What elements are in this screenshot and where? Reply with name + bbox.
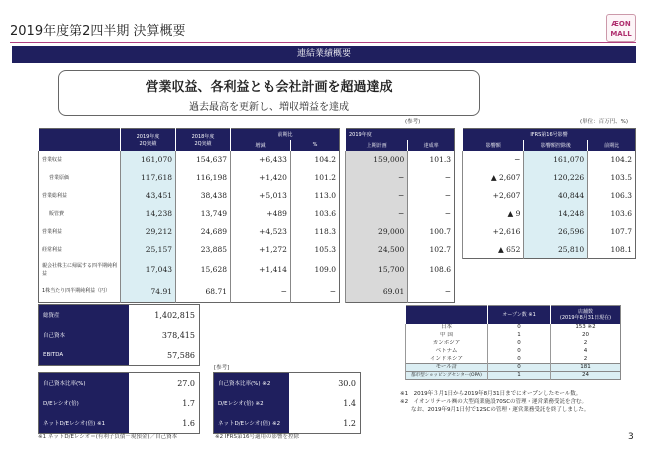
table-row xyxy=(463,169,636,187)
plan-table: 2019年度 上期計画 達成率 159,000 101.3 − − − − − − 29,000 100.7 24,500 102.7 15,700 108.6 69.01 − xyxy=(345,128,455,303)
cell: 29,000 xyxy=(346,223,408,241)
store-note: なお、2019年9月1日付で12SCの管理・運営業務受託を終了しました。 xyxy=(411,407,590,413)
cell: 25,810 xyxy=(524,241,588,259)
cell: 104.2 xyxy=(290,151,339,169)
metric-label: ネットD/Eレシオ(倍) ※2 xyxy=(214,413,289,433)
cell: 107.7 xyxy=(588,223,636,241)
cell: 106.3 xyxy=(588,187,636,205)
table-row xyxy=(346,187,455,205)
cell: 20 xyxy=(551,332,621,340)
cell: 161,070 xyxy=(524,151,588,169)
cell: 13,749 xyxy=(176,205,231,223)
metric-value: 1.6 xyxy=(182,418,195,428)
row-label: 1株当たり四半期純利益（円） xyxy=(42,288,111,295)
metric-row xyxy=(39,393,199,413)
cell: +2,616 xyxy=(463,223,524,241)
table-row xyxy=(406,348,621,356)
subheadline: 過去最高を更新し、増収増益を達成 xyxy=(189,102,349,113)
table-row xyxy=(406,364,621,372)
unit-label: (単位：百万円、%) xyxy=(580,119,629,125)
table-row xyxy=(406,340,621,348)
ifrs16-table: IFRS第16号影響 影響額 影響額控除後 前期比 − 161,070 104.2 ▲ 2,607 120,226 103.5 +2,607 40,844 106.3 ▲ 9 14,248 103.6 +2,616 26,596 107.7 ▲ 652 25,810 108.1 xyxy=(462,128,636,259)
cell: +6,433 xyxy=(231,151,291,169)
cell: 0 xyxy=(488,356,551,364)
table-row xyxy=(346,281,455,303)
metric-label: 自己資本比率(%) ※2 xyxy=(214,373,289,393)
cell: 153 ※2 xyxy=(551,324,621,332)
cell: ▲ 9 xyxy=(463,205,524,223)
metric-value: 57,586 xyxy=(167,350,195,360)
table-row xyxy=(463,223,636,241)
cell: − xyxy=(463,151,524,169)
cell: 101.2 xyxy=(290,169,339,187)
cell: 68.71 xyxy=(176,281,231,303)
metric-label: D/Eレシオ(倍) ※2 xyxy=(214,393,289,413)
section-band: 連結業績概要 xyxy=(12,46,636,63)
table-row xyxy=(463,205,636,223)
cell: ▲ 2,607 xyxy=(463,169,524,187)
cell: 154,637 xyxy=(176,151,231,169)
cell: 0 xyxy=(488,324,551,332)
cell: モール計 xyxy=(406,364,488,372)
cell: 0 xyxy=(488,348,551,356)
cell: 181 xyxy=(551,364,621,372)
cell: 日本 xyxy=(406,324,488,332)
table-row xyxy=(346,223,455,241)
headline-callout xyxy=(58,70,480,116)
cell: 14,238 xyxy=(121,205,176,223)
metric-value: 27.0 xyxy=(177,378,195,388)
row-label: 販管費 xyxy=(49,210,65,217)
metric-label: ネットD/Eレシオ(倍) ※1 xyxy=(39,413,129,433)
table-row xyxy=(39,169,340,187)
table-row xyxy=(346,259,455,281)
cell: 101.3 xyxy=(408,151,455,169)
cell: ベトナム xyxy=(406,348,488,356)
cell: 2 xyxy=(551,340,621,348)
cell: 74.91 xyxy=(121,281,176,303)
table-row xyxy=(39,259,340,281)
table-row xyxy=(406,356,621,364)
cell: 104.2 xyxy=(588,151,636,169)
cell: 113.0 xyxy=(290,187,339,205)
cell: +1,272 xyxy=(231,241,291,259)
cell: 都市型ショッピングセンター(OPA) xyxy=(406,372,488,380)
metric-value: 1.4 xyxy=(343,398,356,408)
cell: 118.3 xyxy=(290,223,339,241)
table-row xyxy=(406,372,621,380)
cell: 161,070 xyxy=(121,151,176,169)
cell: 108.6 xyxy=(408,259,455,281)
cell: 100.7 xyxy=(408,223,455,241)
cell: +5,013 xyxy=(231,187,291,205)
cell: +1,414 xyxy=(231,259,291,281)
ratios-box xyxy=(38,372,200,434)
divider xyxy=(10,42,636,43)
table-row xyxy=(463,151,636,169)
table-row xyxy=(463,187,636,205)
cell: 24 xyxy=(551,372,621,380)
row-label: 営業収益 xyxy=(42,156,63,163)
cell: 159,000 xyxy=(346,151,408,169)
store-note: ※1 2019年３月1日から2019年8月31日までにオープンしたモール数。 xyxy=(400,391,582,397)
store-note: ※2 イオンリテール㈱の大型商業施設70SCの管理・運営業務受託を含む。 xyxy=(400,399,588,405)
ratios-ref-box xyxy=(213,372,361,434)
store-notes xyxy=(400,390,589,414)
cell: 15,628 xyxy=(176,259,231,281)
cell: − xyxy=(346,169,408,187)
cell: − xyxy=(408,205,455,223)
cell: 40,844 xyxy=(524,187,588,205)
cell: 17,043 xyxy=(121,259,176,281)
cell: 24,689 xyxy=(176,223,231,241)
table-row xyxy=(346,169,455,187)
metric-value: 1.7 xyxy=(182,398,195,408)
cell: 0 xyxy=(488,364,551,372)
aeon-mall-logo: ÆON MALL xyxy=(606,14,636,42)
cell: 25,157 xyxy=(121,241,176,259)
row-label: 営業利益 xyxy=(42,228,63,235)
table-row xyxy=(463,241,636,259)
cell: 103.6 xyxy=(588,205,636,223)
cell: 26,596 xyxy=(524,223,588,241)
metric-row xyxy=(214,393,360,413)
row-label: 親会社株主に帰属する四半期純利益 xyxy=(42,262,118,277)
metric-value: 378,415 xyxy=(161,330,195,340)
row-label: 営業総利益 xyxy=(42,192,68,199)
cell: ▲ 652 xyxy=(463,241,524,259)
headline: 営業収益、各利益とも会社計画を超過達成 xyxy=(145,80,393,95)
metric-value: 30.0 xyxy=(338,378,356,388)
metric-label: 総資産 xyxy=(39,305,129,325)
table-row xyxy=(39,151,340,169)
cell: +1,420 xyxy=(231,169,291,187)
cell: +2,607 xyxy=(463,187,524,205)
cell: − xyxy=(408,281,455,303)
metric-row xyxy=(39,413,199,433)
table-row xyxy=(346,151,455,169)
cell: 103.6 xyxy=(290,205,339,223)
cell: 14,248 xyxy=(524,205,588,223)
cell: − xyxy=(408,169,455,187)
cell: 116,198 xyxy=(176,169,231,187)
cell: 103.5 xyxy=(588,169,636,187)
cell: 24,500 xyxy=(346,241,408,259)
cell: 1 xyxy=(488,372,551,380)
balance-box xyxy=(38,304,200,366)
cell: − xyxy=(290,281,339,303)
page-number: 3 xyxy=(628,432,634,442)
metric-label: 自己資本比率(%) xyxy=(39,373,129,393)
cell: 2 xyxy=(551,356,621,364)
metric-row xyxy=(39,373,199,393)
cell: − xyxy=(346,205,408,223)
cell: 0 xyxy=(488,340,551,348)
table-row xyxy=(39,241,340,259)
metric-row xyxy=(214,413,360,433)
metric-row xyxy=(39,325,199,345)
table-row xyxy=(39,223,340,241)
cell: 43,451 xyxy=(121,187,176,205)
cell: 15,700 xyxy=(346,259,408,281)
footnote-2: ※2 IFRS第16号適用の影響を控除 xyxy=(215,434,299,440)
row-label: 経常利益 xyxy=(42,246,63,253)
table-row xyxy=(346,205,455,223)
footnote-1: ※1 ネットD/Eレシオ＝(有利子負債－現預金)／自己資本 xyxy=(38,434,178,440)
cell: +489 xyxy=(231,205,291,223)
page-title: 2019年度第2四半期 決算概要 xyxy=(10,24,186,39)
store-table: オープン数 ※1 店舗数 (2019年8月31日現在) 日本 0 153 ※2 中 国 1 20 カンボジア 0 2 ベトナム 0 4 インドネシア 0 2 モール計 0 181 都市型ショッピングセンター(OPA) 1 24 xyxy=(405,305,621,380)
metric-value: 1,402,815 xyxy=(154,310,195,320)
table-row xyxy=(406,324,621,332)
metric-row xyxy=(39,345,199,365)
metric-row xyxy=(39,305,199,325)
cell: インドネシア xyxy=(406,356,488,364)
metric-label: 自己資本 xyxy=(39,325,129,345)
table-row xyxy=(406,332,621,340)
metric-label: EBITDA xyxy=(39,345,129,365)
cell: 29,212 xyxy=(121,223,176,241)
cell: 4 xyxy=(551,348,621,356)
cell: 38,438 xyxy=(176,187,231,205)
table-row xyxy=(39,281,340,303)
metric-label: D/Eレシオ(倍) xyxy=(39,393,129,413)
cell: 23,885 xyxy=(176,241,231,259)
cell: 117,618 xyxy=(121,169,176,187)
table-row xyxy=(39,187,340,205)
cell: − xyxy=(231,281,291,303)
reference2-label: [参考] xyxy=(214,365,230,371)
cell: 120,226 xyxy=(524,169,588,187)
cell: カンボジア xyxy=(406,340,488,348)
cell: 69.01 xyxy=(346,281,408,303)
reference-label: (参考) xyxy=(405,119,421,125)
cell: 中 国 xyxy=(406,332,488,340)
cell: +4,523 xyxy=(231,223,291,241)
cell: 105.3 xyxy=(290,241,339,259)
table-row xyxy=(346,241,455,259)
row-label: 営業原価 xyxy=(49,174,70,181)
cell: 102.7 xyxy=(408,241,455,259)
cell: − xyxy=(408,187,455,205)
table-row xyxy=(39,205,340,223)
metric-value: 1.2 xyxy=(343,418,356,428)
cell: 109.0 xyxy=(290,259,339,281)
cell: 1 xyxy=(488,332,551,340)
metric-row xyxy=(214,373,360,393)
main-results-table: 2019年度 2Q実績 2018年度 2Q実績 前期比 増減 % 営業収益 161,070 154,637 +6,433 104.2 営業原価 117,618 116,198 +1,420 101.2 営業総利益 43,451 38,438 +5,013 113.0 販管費 14,238 13,749 +489 103.6 営業利益 29,212 24,689 +4,523 118.3 経常利益 25,157 23,885 +1,272 105.3 親会社株主に帰属する四半期純利益 17,043 15,628 +1,414 109.0 1株当たり四半期純利益（円） 74.91 68.71 − − xyxy=(38,128,340,303)
cell: − xyxy=(346,187,408,205)
cell: 108.1 xyxy=(588,241,636,259)
